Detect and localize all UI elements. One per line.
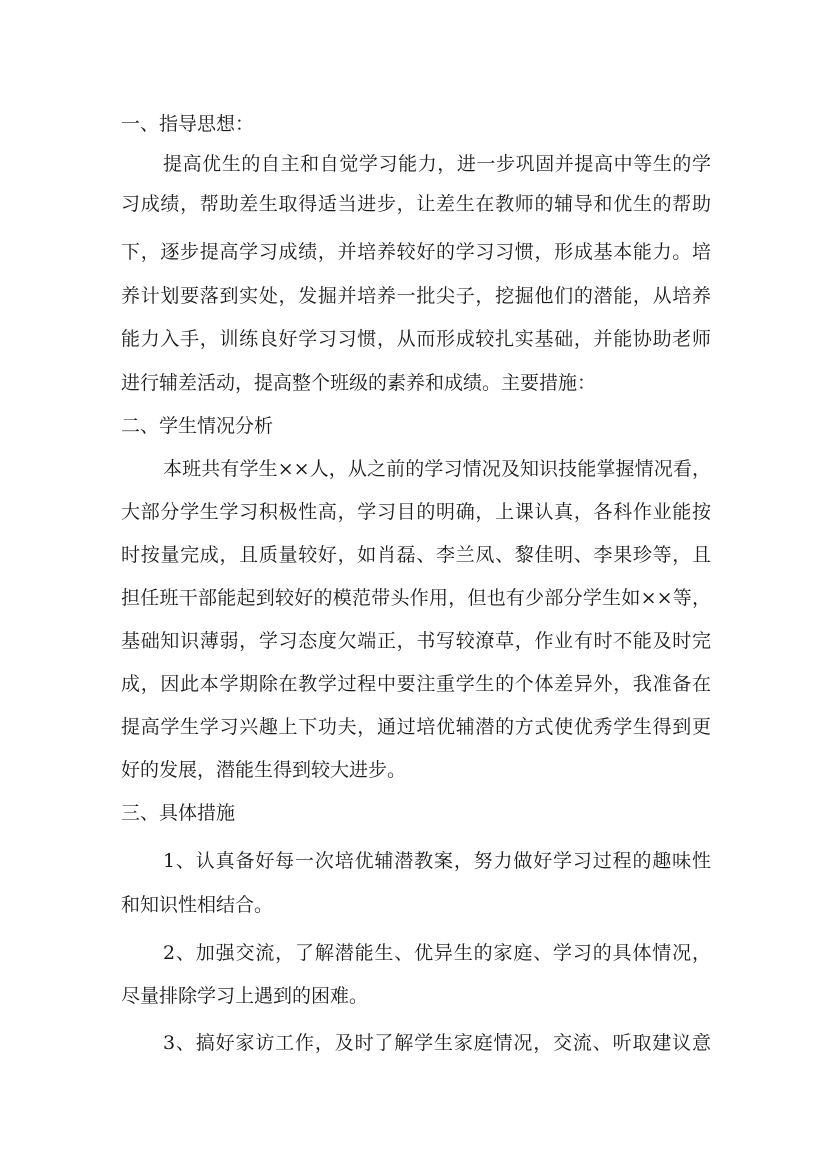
list-item-line: 1、认真备好每一次培优辅潜教案，努力做好学习过程的趣味性 [163,850,711,872]
paragraph-line: 本班共有学生××人，从之前的学习情况及知识技能掌握情况看， [163,458,711,480]
paragraph-line: 进行辅差活动，提高整个班级的素养和成绩。主要措施： [121,372,597,394]
list-item-line: 尽量排除学习上遇到的困难。 [121,985,369,1007]
section-heading-guiding-ideology: 一、指导思想： [121,113,255,135]
paragraph-line: 养计划要落到实处，发掘并培养一批尖子，挖掘他们的潜能，从培养 [121,285,711,307]
paragraph-line: 提高学生学习兴趣上下功夫，通过培优辅潜的方式使优秀学生得到更 [121,716,711,738]
paragraph-line: 下，逐步提高学习成绩，并培养较好的学习习惯，形成基本能力。培 [121,241,711,263]
paragraph-line: 基础知识薄弱，学习态度欠端正，书写较潦草，作业有时不能及时完 [121,630,711,652]
section-heading-specific-measures: 三、具体措施 [121,802,236,824]
list-item-line: 2、加强交流，了解潜能生、优异生的家庭、学习的具体情况， [163,942,711,964]
paragraph-line: 成，因此本学期除在教学过程中要注重学生的个体差异外，我准备在 [121,673,711,695]
paragraph-line: 能力入手，训练良好学习习惯，从而形成较扎实基础，并能协助老师 [121,328,711,350]
paragraph-line: 习成绩，帮助差生取得适当进步，让差生在教师的辅导和优生的帮助 [121,193,711,215]
list-item-line: 3、搞好家访工作，及时了解学生家庭情况，交流、听取建议意 [163,1032,711,1054]
list-item-line: 和知识性相结合。 [121,894,274,916]
paragraph-line: 时按量完成，且质量较好，如肖磊、李兰凤、黎佳明、李果珍等，且 [121,544,711,566]
paragraph-line: 大部分学生学习积极性高，学习目的明确，上课认真，各科作业能按 [121,501,711,523]
paragraph-line: 提高优生的自主和自觉学习能力，进一步巩固并提高中等生的学 [163,153,711,175]
paragraph-line: 担任班干部能起到较好的模范带头作用，但也有少部分学生如××等， [121,587,711,609]
section-heading-student-analysis: 二、学生情况分析 [121,415,274,437]
paragraph-line: 好的发展，潜能生得到较大进步。 [121,759,407,781]
